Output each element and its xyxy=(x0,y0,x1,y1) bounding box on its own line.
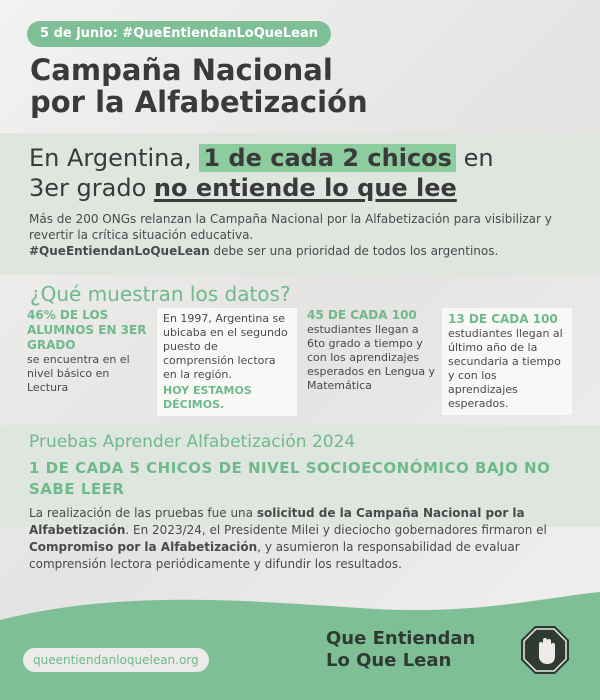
title-line-2: por la Alfabetización xyxy=(30,85,368,119)
headline-line2-pre: 3er grado xyxy=(29,174,147,202)
page-title xyxy=(30,54,570,118)
intro-hashtag-tail: debe ser una prioridad de todos los argentinos. xyxy=(213,244,499,258)
stat-1 xyxy=(27,308,147,395)
stat-1-text: se encuentra en el nivel básico en Lectura xyxy=(27,353,130,394)
body-part-2: . En 2023/24, el Presidente Milei y dieciocho gobernadores firmaron el xyxy=(125,523,547,537)
stat-3-big: 45 DE CADA 100 xyxy=(307,308,417,322)
stats-row xyxy=(27,308,577,418)
body-bold-2: Compromiso por la Alfabetización xyxy=(29,540,258,554)
body-part-3: , y asumieron la responsabilidad de evaluar comprensión lectora periódicamente y difundir los resultados. xyxy=(29,540,520,571)
pruebas-alert: 1 DE CADA 5 CHICOS DE NIVEL SOCIOECONÓMICO BAJO NO SABE LEER xyxy=(29,459,551,498)
headline-post: en xyxy=(463,144,494,172)
title-line-1: Campaña Nacional xyxy=(30,53,333,87)
intro-paragraph xyxy=(29,211,579,259)
body-part-1: La realización de las pruebas fue una xyxy=(29,506,254,520)
pruebas-title: Pruebas Aprender Alfabetización 2024 xyxy=(29,432,356,452)
brand-logotype xyxy=(326,628,516,672)
headline xyxy=(29,143,589,203)
headline-underlined: no entiende lo que lee xyxy=(153,174,457,202)
brand-line-2: Lo Que Lean xyxy=(326,650,452,671)
stat-2-highlight: HOY ESTAMOS DÉCIMOS. xyxy=(163,384,252,411)
stop-hand-icon xyxy=(519,624,571,676)
stat-4-text: estudiantes llegan al último año de la secundaria a tiempo y con los aprendizajes esperados. xyxy=(448,327,563,410)
stat-4-big: 13 DE CADA 100 xyxy=(448,312,558,326)
body-bold-1: solicitud de la Campaña Nacional por la Alfabetización xyxy=(29,506,525,537)
brand-line-1: Que Entiendan xyxy=(326,628,476,649)
intro-hashtag: #QueEntiendanLoQueLean xyxy=(29,244,210,258)
website-link[interactable]: queentiendanloquelean.org xyxy=(23,648,209,672)
stat-3-text: estudiantes llegan a 6to grado a tiempo y con los aprendizajes esperados en Lengua y Matemática xyxy=(307,323,436,392)
stat-4 xyxy=(442,308,572,415)
headline-pre: En Argentina, xyxy=(29,144,192,172)
datos-title: ¿Qué muestran los datos? xyxy=(30,282,291,306)
stat-2-text: En 1997, Argentina se ubicaba en el segundo puesto de comprensión lectora en la región. xyxy=(163,312,288,381)
headline-highlight: 1 de cada 2 chicos xyxy=(199,144,456,172)
stat-2 xyxy=(157,308,297,416)
stat-3 xyxy=(307,308,437,393)
intro-text: Más de 200 ONGs relanzan la Campaña Nacional por la Alfabetización para visibilizar y revertir la crítica situación educativa. xyxy=(29,212,552,242)
pruebas-body xyxy=(29,505,569,573)
date-tag: 5 de junio: #QueEntiendanLoQueLean xyxy=(27,21,331,47)
stat-1-big: 46% DE LOS ALUMNOS EN 3ER GRADO xyxy=(27,308,147,352)
